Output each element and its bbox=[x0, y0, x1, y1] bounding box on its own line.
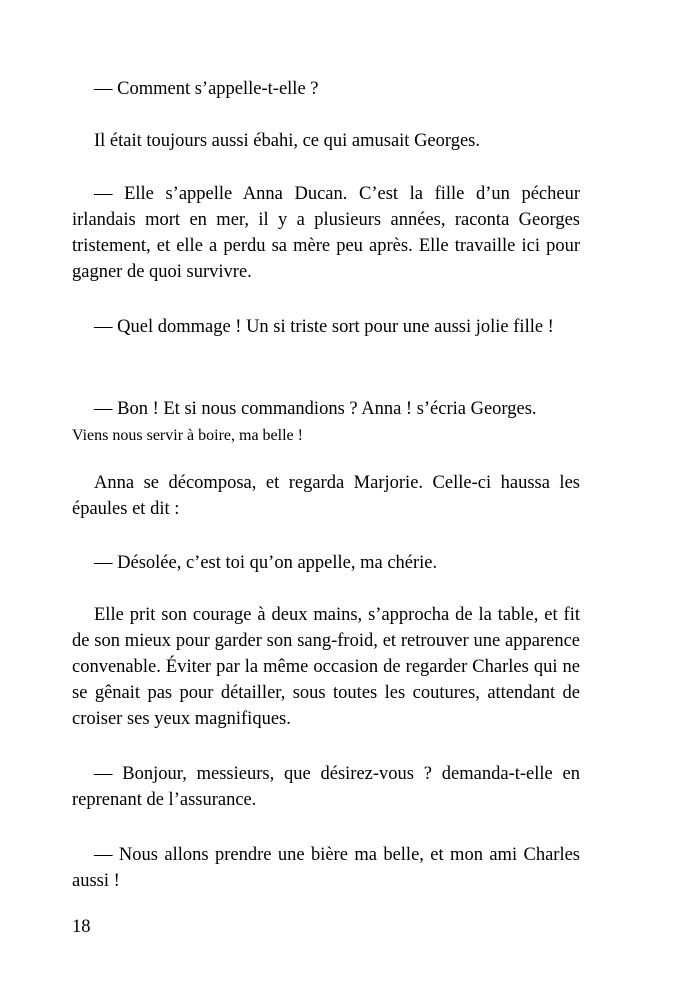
paragraph-5 bbox=[72, 396, 580, 449]
paragraph-4: — Quel dommage ! Un si triste sort pour une aussi jolie fille ! bbox=[94, 317, 554, 337]
paragraph-7: — Désolée, c’est toi qu’on appelle, ma chérie. bbox=[94, 553, 438, 573]
paragraph-10: — Nous allons prendre une bière ma belle, et mon ami Charles aussi ! bbox=[72, 845, 580, 891]
paragraph-9: — Bonjour, messieurs, que désirez-vous ? demanda-t-elle en reprenant de l’assurance. bbox=[72, 764, 580, 810]
paragraph-2: Il était toujours aussi ébahi, ce qui amusait Georges. bbox=[94, 131, 481, 151]
page-number: 18 bbox=[72, 917, 91, 937]
paragraph-5-line-2: Viens nous servir à boire, ma belle ! bbox=[72, 427, 303, 444]
paragraph-1: — Comment s’appelle-t-elle ? bbox=[94, 79, 319, 99]
paragraph-6: Anna se décomposa, et regarda Marjorie. Celle-ci haussa les épaules et dit : bbox=[72, 473, 580, 519]
paragraph-5-line-1: — Bon ! Et si nous commandions ? Anna ! s’écria Georges. bbox=[94, 399, 537, 419]
paragraph-3: — Elle s’appelle Anna Ducan. C’est la fille d’un pécheur irlandais mort en mer, il y a plusieurs années, raconta Georges tristement, et elle a perdu sa mère peu après. Elle travaille ici pour gagner de quoi survivre. bbox=[72, 184, 580, 282]
paragraph-8: Elle prit son courage à deux mains, s’approcha de la table, et fit de son mieux pour garder son sang-froid, et retrouver une apparence convenable. Éviter par la même occasion de regarder Charles qui ne se gênait pas pour détailler, sous toutes les coutures, attendant de croiser ses yeux magnifiques. bbox=[72, 605, 580, 729]
